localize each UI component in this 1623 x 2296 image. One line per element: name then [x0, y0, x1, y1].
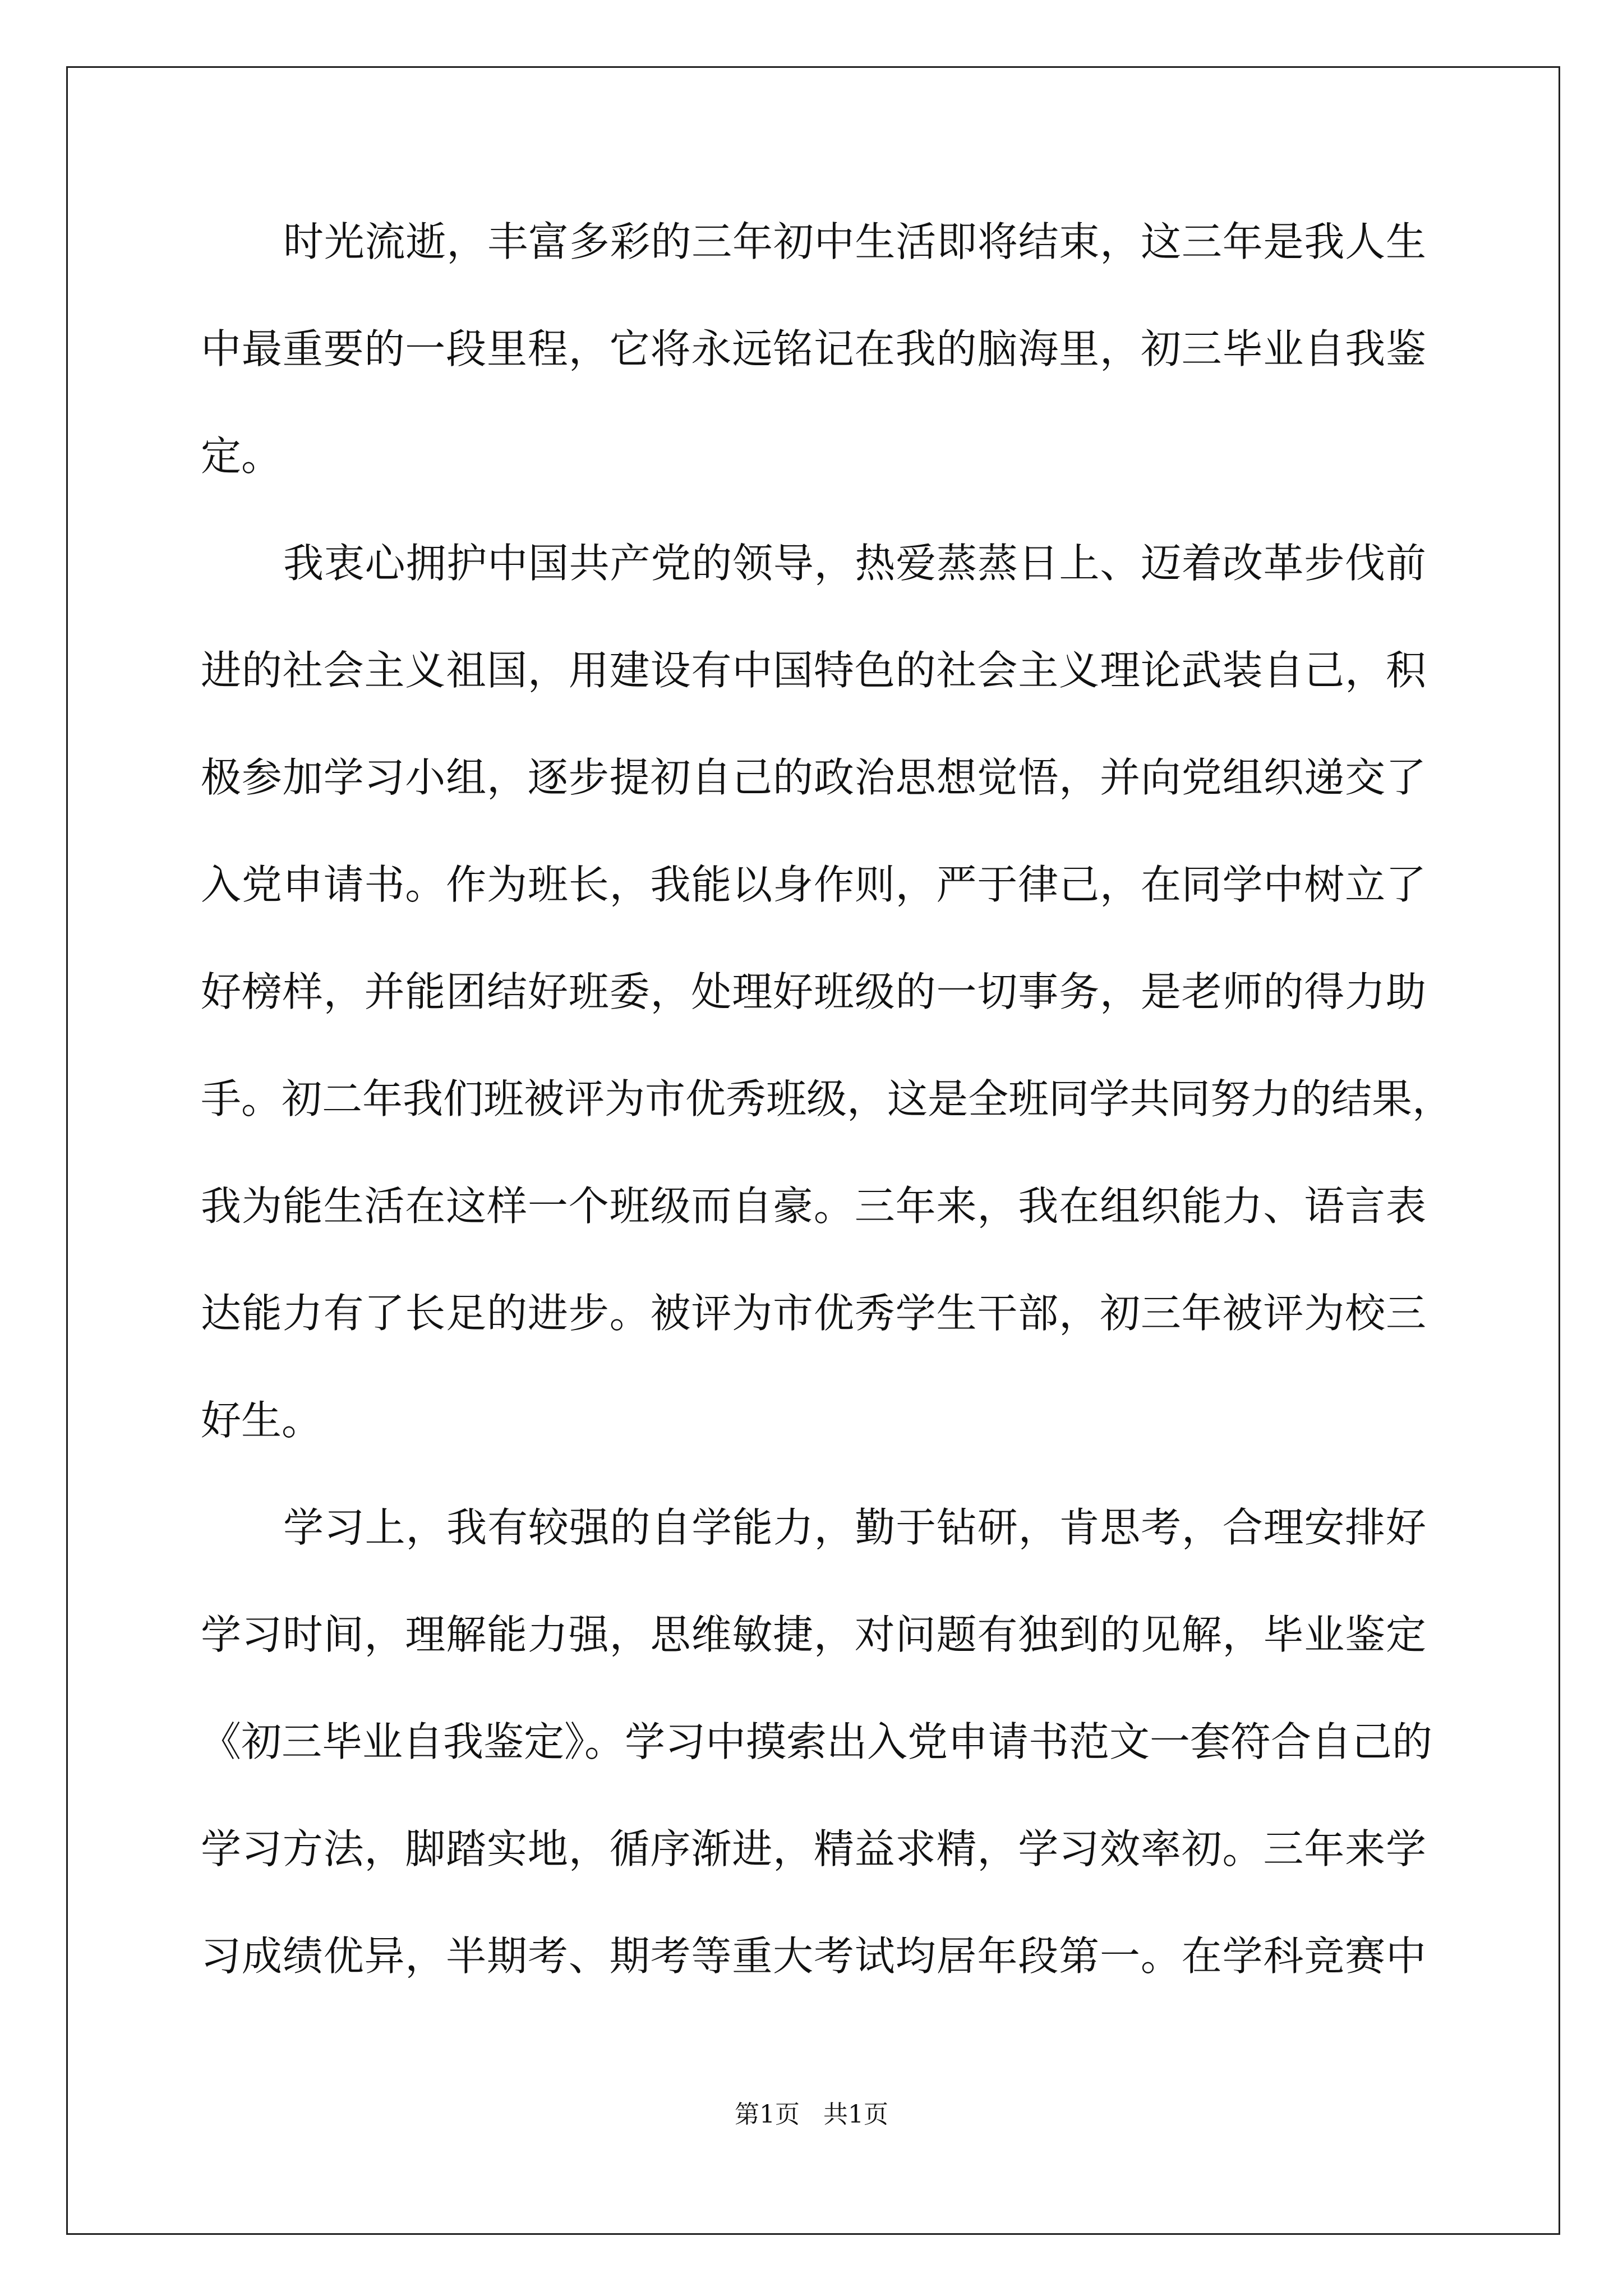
text-line: 我衷心拥护中国共产党的领导，热爱蒸蒸日上、迈着改革步伐前	[283, 540, 1426, 587]
text-line: 学习时间，理解能力强，思维敏捷，对问题有独到的见解，毕业鉴定	[201, 1611, 1426, 1658]
text-line: 定。	[201, 432, 282, 480]
text-line: 时光流逝，丰富多彩的三年初中生活即将结束，这三年是我人生	[283, 218, 1426, 265]
text-line: 学习上，我有较强的自学能力，勤于钻研，肯思考，合理安排好	[283, 1504, 1426, 1551]
text-line: 手。初二年我们班被评为市优秀班级，这是全班同学共同努力的结果，	[201, 1075, 1453, 1122]
text-line: 好生。	[201, 1397, 322, 1444]
text-line: 入党申请书。作为班长，我能以身作则，严于律己，在同学中树立了	[201, 861, 1426, 908]
text-line: 中最重要的一段里程，它将永远铭记在我的脑海里，初三毕业自我鉴	[201, 325, 1426, 372]
text-line: 《初三毕业自我鉴定》。学习中摸索出入党申请书范文一套符合自己的	[201, 1718, 1433, 1765]
text-line: 好榜样，并能团结好班委，处理好班级的一切事务，是老师的得力助	[201, 968, 1426, 1015]
text-line: 达能力有了长足的进步。被评为市优秀学生干部，初三年被评为校三	[201, 1290, 1426, 1337]
text-line: 学习方法，脚踏实地，循序渐进，精益求精，学习效率初。三年来学	[201, 1825, 1426, 1872]
document-body	[201, 218, 1453, 2043]
text-line: 习成绩优异，半期考、期考等重大考试均居年段第一。在学科竞赛中	[201, 1932, 1426, 1980]
text-line: 我为能生活在这样一个班级而自豪。三年来，我在组织能力、语言表	[201, 1182, 1426, 1230]
text-line: 极参加学习小组，逐步提初自己的政治思想觉悟，并向党组织递交了	[201, 754, 1426, 801]
page-number-footer: 第1页 共1页	[735, 2100, 888, 2129]
text-line: 进的社会主义祖国，用建设有中国特色的社会主义理论武装自己，积	[201, 647, 1426, 694]
